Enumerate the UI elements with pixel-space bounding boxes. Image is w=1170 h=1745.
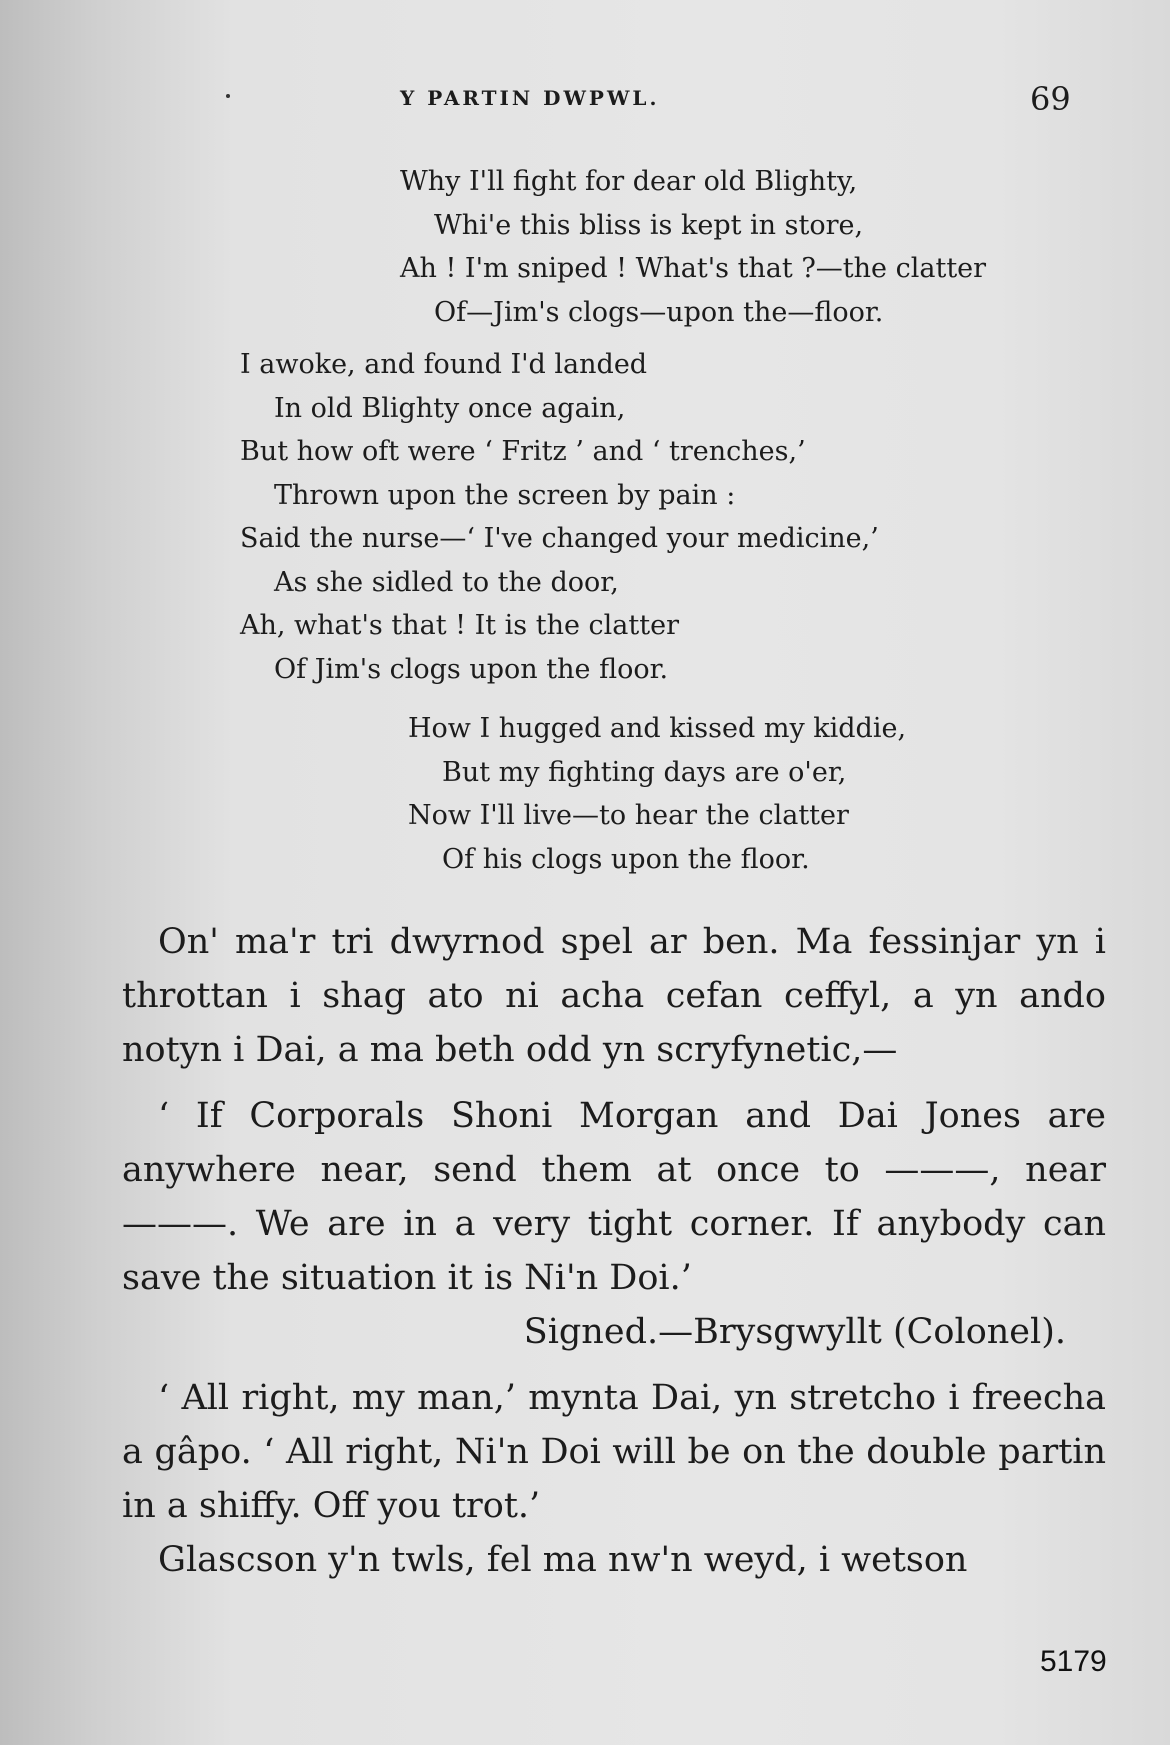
poem-line: But how oft were ‘ Fritz ’ and ‘ trenches,’	[240, 436, 806, 467]
poem-line: Thrown upon the screen by pain :	[274, 479, 736, 511]
poem-line: But my fighting days are o'er,	[442, 756, 847, 788]
poem-line: Said the nurse—‘ I've changed your medicine,’	[240, 523, 879, 554]
prose-paragraph: Glascson y'n twls, fel ma nw'n weyd, i wetson	[158, 1540, 968, 1580]
poem-line: I awoke, and found I'd landed	[240, 349, 648, 380]
page-number: 69	[1030, 80, 1071, 118]
prose-paragraph: ‘ If Corporals Shoni Morgan and Dai Jones are anywhere near, send them at once to ———, near ———. We are in a very tight corner. If anybody can save the situation it is Ni'n Doi.’	[122, 1096, 1106, 1298]
ink-speck	[226, 94, 230, 98]
poem-line: Of his clogs upon the floor.	[442, 843, 810, 875]
page-header	[0, 80, 1170, 120]
poem-line: In old Blighty once again,	[274, 392, 626, 424]
prose-body	[122, 915, 1106, 1587]
poem-line: Whi'e this bliss is kept in store,	[434, 209, 864, 241]
poem-line: Why I'll fight for dear old Blighty,	[400, 166, 858, 197]
prose-paragraph: On' ma'r tri dwyrnod spel ar ben. Ma fessinjar yn i throttan i shag ato ni acha cefan ceffyl, a yn ando notyn i Dai, a ma beth odd yn scryfynetic,—	[122, 922, 1106, 1070]
poem-line: How I hugged and kissed my kiddie,	[408, 713, 907, 744]
running-title: Y PARTIN DWPWL.	[400, 86, 660, 110]
poem-line: As she sidled to the door,	[274, 566, 619, 598]
poem-line: Now I'll live—to hear the clatter	[408, 800, 849, 831]
plate-number: 5179	[1040, 1645, 1107, 1678]
poem-stanza-2	[240, 343, 879, 691]
poem-line: Ah, what's that ! It is the clatter	[240, 610, 679, 641]
poem-stanza-1	[400, 160, 986, 334]
signature-line: Signed.—Brysgwyllt (Colonel).	[523, 1312, 1066, 1352]
poem-stanza-3	[408, 707, 906, 881]
poem-line: Of—Jim's clogs—upon the—floor.	[434, 296, 884, 328]
poem-line: Ah ! I'm sniped ! What's that ?—the clatter	[400, 253, 987, 284]
prose-paragraph: ‘ All right, my man,’ mynta Dai, yn stretcho i freecha a gâpo. ‘ All right, Ni'n Doi will be on the double partin in a shiffy. Off you trot.’	[122, 1378, 1106, 1526]
poem-line: Of Jim's clogs upon the floor.	[274, 653, 669, 685]
